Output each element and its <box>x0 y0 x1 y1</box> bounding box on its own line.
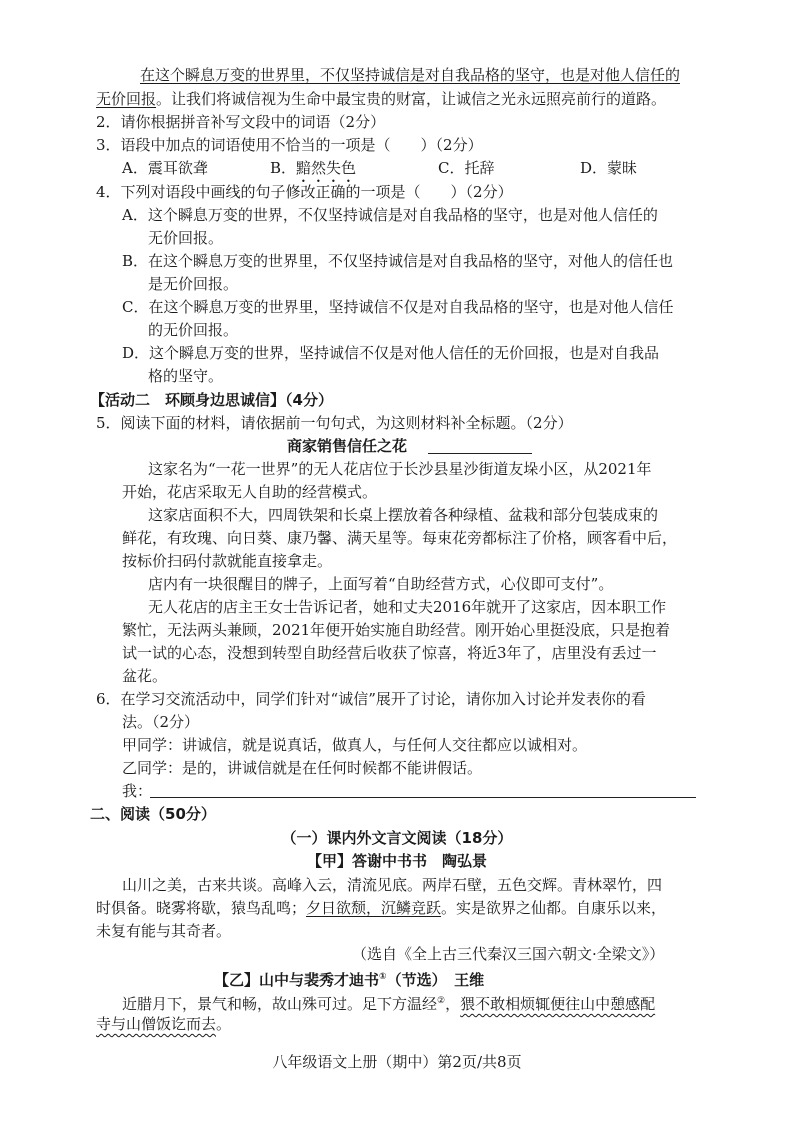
question-4-stem: 4．下列对语段中画线的句子修改正确的一项是（ ）（2分） <box>96 183 513 201</box>
q4-option-d-1: D．这个瞬息万变的世界，坚持诚信不仅是对他人信任的无价回报，也是对自我品 <box>122 344 660 362</box>
question-3-option-c: C．托辞 <box>438 159 495 177</box>
option-b-label: B． <box>270 159 297 177</box>
material-p4-d: 盆花。 <box>122 667 168 685</box>
yi-note: ① <box>379 972 387 982</box>
yi-wavy-2: 寺与山僧饭讫而去 <box>96 1015 217 1033</box>
material-p2-c: 按标价扫码付款就能直接拿走。 <box>122 552 333 570</box>
passage-underlined: 无价回报 <box>96 90 157 108</box>
jia-source: （选自《全上古三代秦汉三国六朝文·全梁文》） <box>352 945 665 963</box>
yi-title <box>214 966 484 991</box>
material-p4-a: 无人花店的店主王女士告诉记者，她和丈夫2016年就开了这家店，因本职工作 <box>148 598 667 616</box>
jia-line-2 <box>96 897 666 919</box>
material-p2-a: 这家店面积不大，四周铁架和长桌上摆放着各种绿植、盆栽和部分包装成束的 <box>148 506 659 524</box>
jia-line-1: 山川之美，古来共谈。高峰入云，清流见底。两岸石壁，五色交辉。青林翠竹，四 <box>122 876 663 894</box>
question-5-stem: 5．阅读下面的材料，请依据前一句句式，为这则材料补全标题。（2分） <box>96 414 573 432</box>
material-p3: 店内有一块很醒目的牌子，上面写着“自助经营方式，心仪即可支付”。 <box>148 575 614 593</box>
reading-1-heading-text: （一）课内外文言文阅读（18分） <box>281 829 513 847</box>
material-p4-b: 繁忙，无法两头兼顾，2021年便开始实施自助经营。刚开始心里挺没底，只是抱着 <box>122 621 671 639</box>
yi-title-a: 【乙】山中与裴秀才迪书 <box>214 971 380 989</box>
material-p1-b: 开始，花店采取无人自助的经营模式。 <box>122 483 378 501</box>
jia-line-2-a: 时俱备。晓雾将歇，猿鸟乱鸣； <box>96 899 307 917</box>
page-footer: 八年级语文上册（期中）第2页/共8页 <box>272 1053 522 1071</box>
yi-line-2 <box>96 1013 231 1035</box>
footer-row <box>0 1051 794 1073</box>
passage-rest: 。让我们将诚信视为生命中最宝贵的财富，让诚信之光永远照亮前行的道路。 <box>156 90 667 108</box>
material-title: 商家销售信任之花 <box>287 437 408 455</box>
yi-line-1-a: 近腊月下，景气和畅，故山殊可过。足下方温经 <box>122 995 438 1013</box>
yi-wavy-1: 猥不敢相烦辄便往山中憩感配 <box>460 995 656 1013</box>
option-b-word: 黯然失色 <box>296 159 357 177</box>
section-2-heading: 二、阅读（50分） <box>90 805 216 823</box>
jia-title-row <box>0 850 794 872</box>
student-wo-label: 我： <box>122 782 153 800</box>
q4-option-a-1: A．这个瞬息万变的世界，不仅坚持诚信是对自我品格的坚守，也是对他人信任的 <box>122 206 658 224</box>
q4-option-a-2: 无价回报。 <box>148 229 224 247</box>
question-3-option-d: D．蒙昧 <box>580 159 638 177</box>
passage-line-2 <box>96 88 666 110</box>
option-a-label: A． <box>122 159 148 177</box>
jia-line-2-c: 。实是欲界之仙都。自康乐以来， <box>441 899 667 917</box>
student-yi: 乙同学：是的，讲诚信就是在任何时候都不能讲假话。 <box>122 759 483 777</box>
yi-line-2-b: 。 <box>216 1015 232 1033</box>
passage-line-1: 在这个瞬息万变的世界里，不仅坚持诚信是对自我品格的坚守，也是对他人信任的 <box>140 66 681 84</box>
q4-option-b-1: B．在这个瞬息万变的世界里，不仅坚持诚信是对自我品格的坚守，对他人的信任也 <box>122 252 674 270</box>
q4-option-b-2: 是无价回报。 <box>148 275 239 293</box>
material-p4-c: 试一试的心态，没想到转型自助经营后收获了惊喜，将近3年了，店里没有丢过一 <box>122 644 657 662</box>
material-p2-b: 鲜花，有玫瑰、向日葵、康乃馨、满天星等。每束花旁都标注了价格，顾客看中后， <box>122 529 678 547</box>
answer-line[interactable] <box>150 797 696 798</box>
yi-line-1-b: ， <box>445 995 461 1013</box>
student-jia: 甲同学：讲诚信，就是说真话，做真人，与任何人交往都应以诚相对。 <box>122 736 588 754</box>
reading-1-heading <box>0 827 794 849</box>
jia-title: 【甲】答谢中书书 陶弘景 <box>306 852 487 870</box>
q4-option-d-2: 格的坚守。 <box>148 367 224 385</box>
yi-line-1-note: ② <box>437 996 446 1006</box>
activity-2-heading: 【活动二 环顾身边思诚信】（4分） <box>90 391 333 409</box>
question-3-stem: 3．语段中加点的词语使用不恰当的一项是（ ）（2分） <box>96 136 483 154</box>
yi-title-b: （节选） 王维 <box>386 971 485 989</box>
q4-option-c-1: C．在这个瞬息万变的世界里，坚持诚信不仅是对自我品格的坚守，也是对他人信任 <box>122 298 674 316</box>
jia-line-3: 未复有能与其奇者。 <box>96 922 232 940</box>
q4-option-c-2: 的无价回报。 <box>148 321 239 339</box>
question-3-options <box>122 157 208 179</box>
jia-underlined: 夕日欲颓，沉鳞竞跃 <box>306 899 442 917</box>
question-2: 2．请你根据拼音补写文段中的词语（2分） <box>96 113 386 131</box>
question-6-stem-2: 法。（2分） <box>122 713 200 731</box>
question-6-stem-1: 6．在学习交流活动中，同学们针对“诚信”展开了讨论，请你加入讨论并发表你的看 <box>96 690 646 708</box>
material-p1-a: 这家名为“一花一世界”的无人花店位于长沙县星沙街道友垛小区，从2021年 <box>148 460 652 478</box>
yi-line-1 <box>122 990 655 1015</box>
title-blank <box>428 453 532 454</box>
option-a-word: 震耳欲聋 <box>147 159 208 177</box>
